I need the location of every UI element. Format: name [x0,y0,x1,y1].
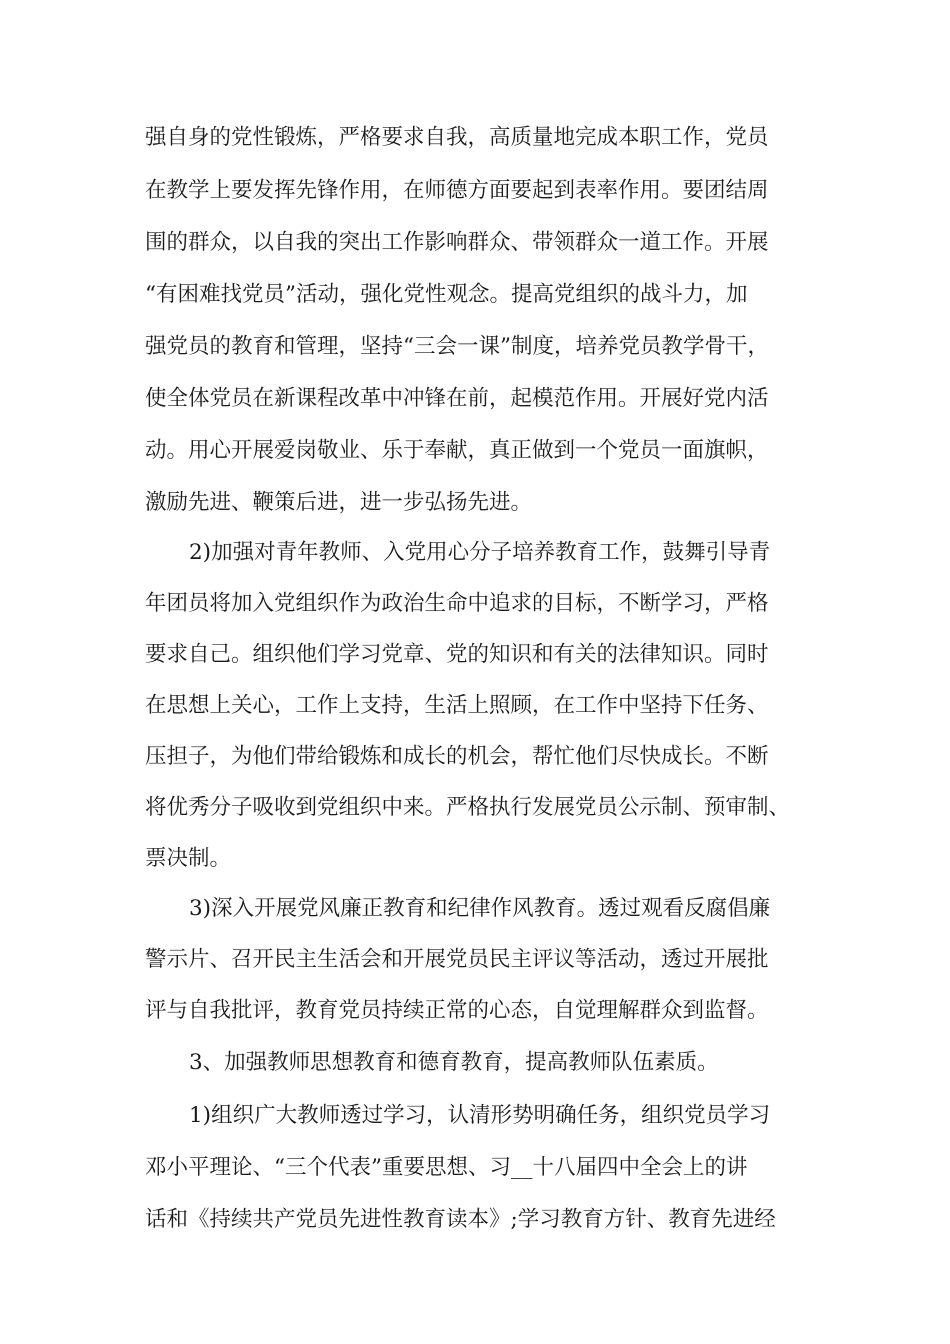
text-line: 在教学上要发挥先锋作用，在师德方面要起到表率作用。要团结周 [145,178,769,203]
text-line: 动。用心开展爱岗敬业、乐于奉献，真正做到一个党员一面旗帜， [145,438,769,463]
text-line: 压担子，为他们带给锻炼和成长的机会，帮忙他们尽快成长。不断 [145,744,769,769]
text-line: 评与自我批评，教育党员持续正常的心态，自觉理解群众到监督。 [145,998,769,1023]
text-line: 围的群众，以自我的突出工作影响群众、带领群众一道工作。开展 [145,230,769,255]
text-line: 使全体党员在新课程改革中冲锋在前，起模范作用。开展好党内活 [145,386,769,411]
text-line: 强自身的党性锻炼，严格要求自我，高质量地完成本职工作，党员 [145,125,769,150]
text-line: 话和《持续共产党员先进性教育读本》;学习教育方针、教育先进经 [145,1207,776,1232]
text-line: “有困难找党员”活动，强化党性观念。提高党组织的战斗力，加 [145,282,748,307]
text-line: 在思想上关心，工作上支持，生活上照顾，在工作中坚持下任务、 [145,693,769,718]
text-line: 将优秀分子吸收到党组织中来。严格执行发展党员公示制、预审制、 [145,795,791,820]
text-line: 激励先进、鞭策后进，进一步弘扬先进。 [145,490,533,515]
text-line: 要求自己。组织他们学习党章、党的知识和有关的法律知识。同时 [145,642,769,667]
text-line: 警示片、召开民主生活会和开展党员民主评议等活动，透过开展批 [145,947,769,972]
text-line: 票决制。 [145,846,232,871]
paragraph-start-line: 1)组织广大教师透过学习，认清形势明确任务，组织党员学习 [189,1103,771,1128]
paragraph-start-line: 3)深入开展党风廉正教育和纪律作风教育。透过观看反腐倡廉 [189,896,771,921]
text-line: 强党员的教育和管理，坚持“三会一课”制度，培养党员教学骨干， [145,334,769,359]
text-line: 年团员将加入党组织作为政治生命中追求的目标，不断学习，严格 [145,591,769,616]
paragraph-start-line: 2)加强对青年教师、入党用心分子培养教育工作，鼓舞引导青 [189,540,771,565]
section-heading-line: 3、加强教师思想教育和德育教育，提高教师队伍素质。 [189,1050,719,1075]
text-line: 邓小平理论、“三个代表”重要思想、习__十八届四中全会上的讲 [145,1155,748,1180]
